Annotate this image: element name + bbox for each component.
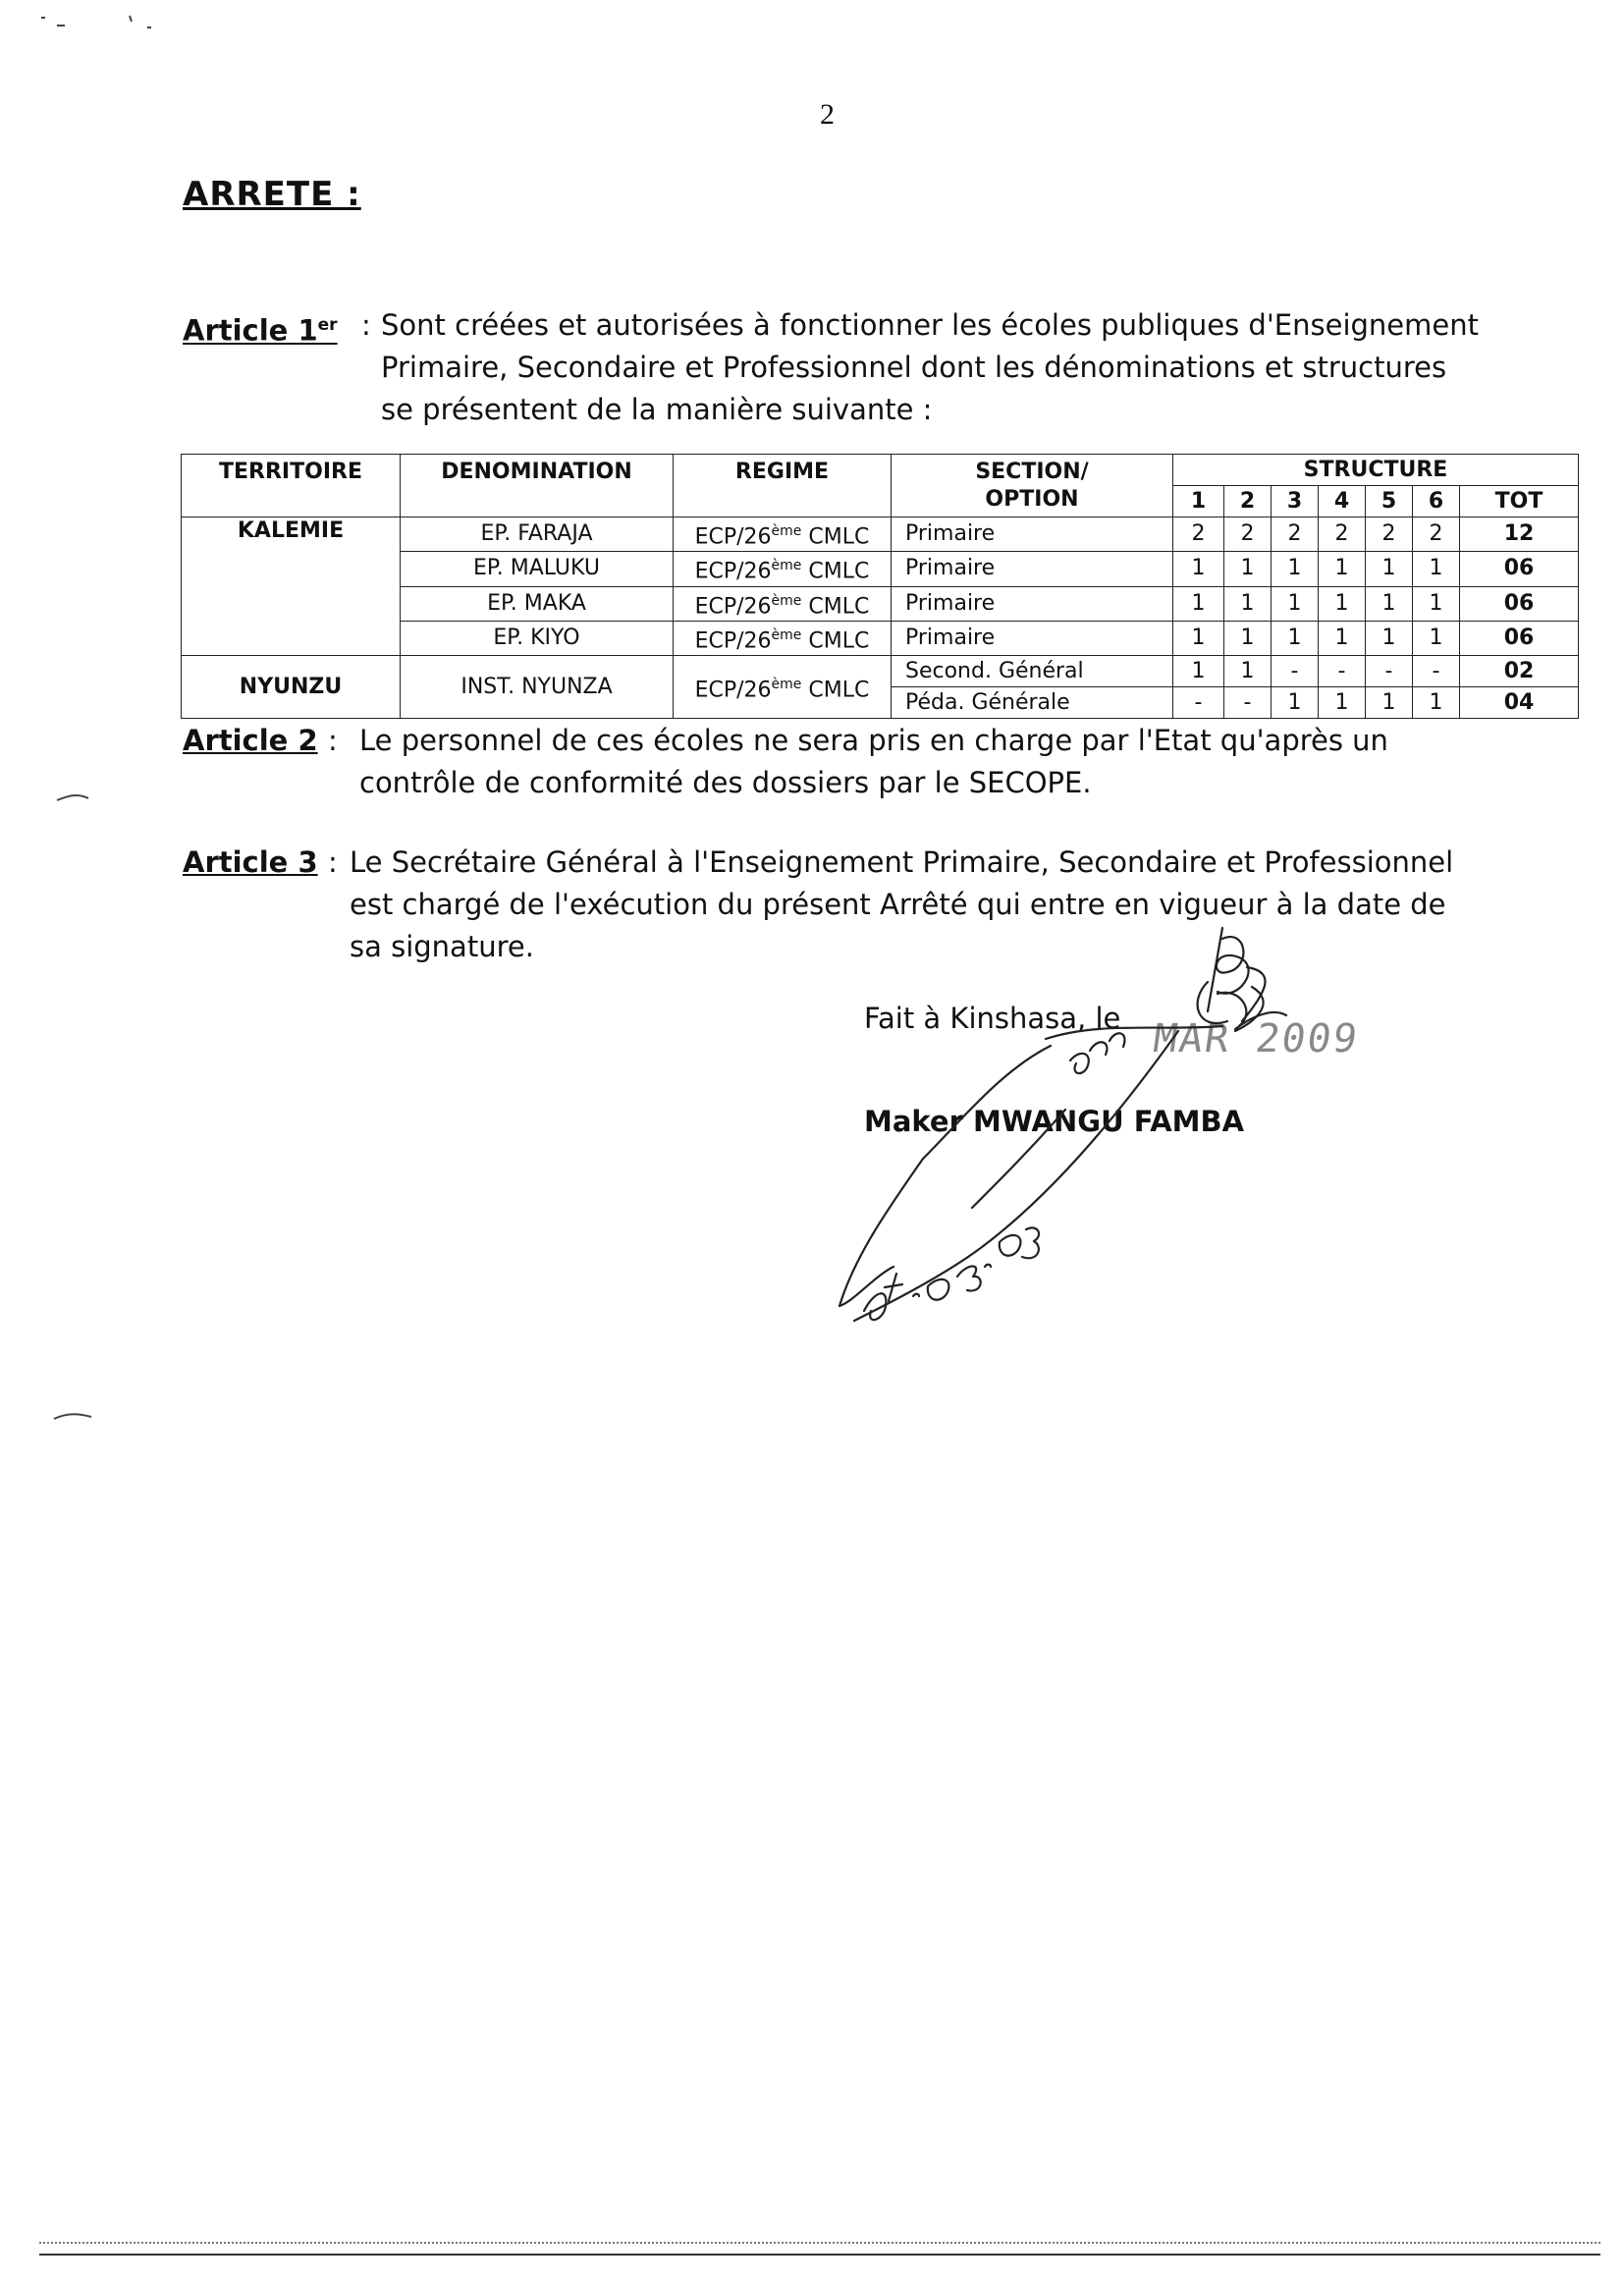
regime-cell: ECP/26ème CMLC <box>674 552 892 586</box>
territoire-cell: NYUNZU <box>182 656 401 719</box>
structure-cell: 1 <box>1224 656 1272 687</box>
structure-cell: - <box>1366 656 1413 687</box>
section-cell: Péda. Générale <box>892 687 1173 719</box>
header-territoire: TERRITOIRE <box>182 455 401 517</box>
total-cell: 06 <box>1460 621 1579 655</box>
header-col-tot: TOT <box>1460 486 1579 517</box>
structure-cell: 1 <box>1366 586 1413 621</box>
denomination-cell: EP. MAKA <box>401 586 674 621</box>
section-cell: Primaire <box>892 621 1173 655</box>
structure-cell: 1 <box>1366 687 1413 719</box>
structure-cell: 1 <box>1413 552 1460 586</box>
header-col-2: 2 <box>1224 486 1272 517</box>
structure-cell: 1 <box>1413 586 1460 621</box>
article-2-colon: : <box>328 724 338 757</box>
structure-cell: 2 <box>1413 517 1460 552</box>
date-stamp: MAR 2009 <box>1150 1016 1362 1061</box>
header-denomination: DENOMINATION <box>401 455 674 517</box>
denomination-cell: EP. KIYO <box>401 621 674 655</box>
denomination-cell: EP. MALUKU <box>401 552 674 586</box>
structure-cell: 1 <box>1319 586 1366 621</box>
structure-cell: - <box>1224 687 1272 719</box>
header-col-3: 3 <box>1272 486 1319 517</box>
scan-noise-line <box>39 2242 1600 2244</box>
header-regime: REGIME <box>674 455 892 517</box>
header-col-6: 6 <box>1413 486 1460 517</box>
structure-cell: 1 <box>1319 687 1366 719</box>
total-cell: 12 <box>1460 517 1579 552</box>
regime-cell: ECP/26ème CMLC <box>674 586 892 621</box>
place-line: Fait à Kinshasa, le <box>864 1002 1121 1035</box>
structure-cell: 1 <box>1413 687 1460 719</box>
header-col-4: 4 <box>1319 486 1366 517</box>
structure-cell: 1 <box>1272 687 1319 719</box>
section-cell: Primaire <box>892 552 1173 586</box>
structure-cell: - <box>1272 656 1319 687</box>
structure-cell: 1 <box>1173 656 1224 687</box>
structure-cell: 2 <box>1366 517 1413 552</box>
structure-cell: 1 <box>1224 586 1272 621</box>
total-cell: 02 <box>1460 656 1579 687</box>
structure-cell: 1 <box>1366 621 1413 655</box>
structure-cell: 2 <box>1173 517 1224 552</box>
structure-cell: 1 <box>1224 621 1272 655</box>
section-cell: Second. Général <box>892 656 1173 687</box>
regime-cell: ECP/26ème CMLC <box>674 621 892 655</box>
article-1-text: Sont créées et autorisées à fonctionner les écoles publiques d'Enseignement Primaire, Secondaire et Professionnel dont les dénominations et structures se présentent de la manière suivante : <box>381 308 1479 426</box>
article-1-colon: : <box>361 308 371 342</box>
territoire-cell: KALEMIE <box>182 517 401 656</box>
header-section-option: SECTION/ OPTION <box>892 455 1173 517</box>
article-2-label: Article 2 <box>183 724 318 757</box>
structure-cell: 2 <box>1319 517 1366 552</box>
structure-cell: 2 <box>1224 517 1272 552</box>
total-cell: 06 <box>1460 552 1579 586</box>
structure-cell: 1 <box>1319 621 1366 655</box>
denomination-cell: INST. NYUNZA <box>401 656 674 719</box>
section-cell: Primaire <box>892 517 1173 552</box>
page-number: 2 <box>820 98 835 131</box>
decree-heading: ARRETE : <box>183 175 361 214</box>
structure-cell: - <box>1413 656 1460 687</box>
structure-cell: 1 <box>1319 552 1366 586</box>
article-3-colon: : <box>328 845 338 879</box>
section-cell: Primaire <box>892 586 1173 621</box>
structure-cell: 1 <box>1224 552 1272 586</box>
structure-cell: 1 <box>1366 552 1413 586</box>
structure-cell: 1 <box>1173 621 1224 655</box>
regime-cell: ECP/26ème CMLC <box>674 656 892 719</box>
structure-cell: 1 <box>1173 552 1224 586</box>
structure-cell: 1 <box>1272 586 1319 621</box>
denomination-cell: EP. FARAJA <box>401 517 674 552</box>
total-cell: 04 <box>1460 687 1579 719</box>
structure-cell: 2 <box>1272 517 1319 552</box>
header-structure: STRUCTURE <box>1173 455 1579 486</box>
article-1-label: Article 1er <box>183 313 338 348</box>
structure-cell: 1 <box>1272 552 1319 586</box>
header-col-1: 1 <box>1173 486 1224 517</box>
structure-cell: - <box>1173 687 1224 719</box>
structure-cell: - <box>1319 656 1366 687</box>
structure-cell: 1 <box>1173 586 1224 621</box>
article-3-label: Article 3 <box>183 845 318 879</box>
total-cell: 06 <box>1460 586 1579 621</box>
structure-cell: 1 <box>1413 621 1460 655</box>
article-2-text: Le personnel de ces écoles ne sera pris en charge par l'Etat qu'après un contrôle de conformité des dossiers par le SECOPE. <box>359 724 1388 799</box>
structure-cell: 1 <box>1272 621 1319 655</box>
signer-name: Maker MWANGU FAMBA <box>864 1105 1245 1138</box>
article-3-text: Le Secrétaire Général à l'Enseignement Primaire, Secondaire et Professionnel est chargé de l'exécution du présent Arrêté qui entre en vigueur à la date de sa signature. <box>350 845 1454 963</box>
header-col-5: 5 <box>1366 486 1413 517</box>
bottom-rule <box>39 2254 1600 2256</box>
regime-cell: ECP/26ème CMLC <box>674 517 892 552</box>
